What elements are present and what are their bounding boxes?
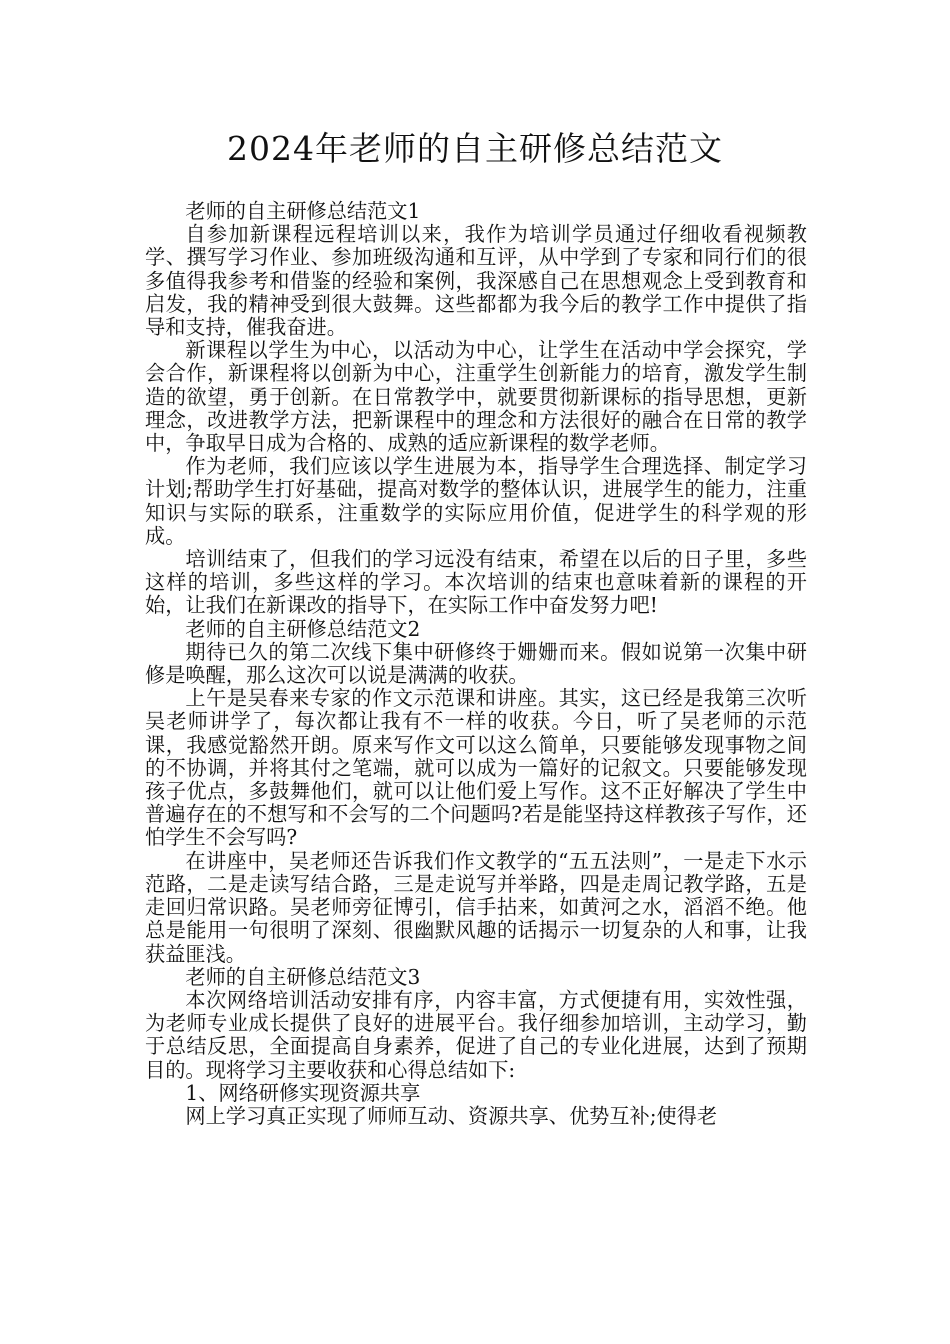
section-heading: 老师的自主研修总结范文1 <box>185 199 421 223</box>
paragraph: 网上学习真正实现了师师互动、资源共享、优势互补;使得老 <box>185 1103 718 1128</box>
section-heading: 老师的自主研修总结范文2 <box>185 616 421 641</box>
paragraph: 期待已久的第二次线下集中研修终于姗姗而来。假如说第一次集中研修是唤醒，那么这次可以说是满满的收获。 <box>145 639 807 688</box>
paragraph: 上午是吴春来专家的作文示范课和讲座。其实，这已经是我第三次听吴老师讲学了，每次都让我有不一样的收获。今日，听了吴老师的示范课，我感觉豁然开朗。原来写作文可以这么简单，只要能够发现事物之间的不协调，并将其付之笔端，就可以成为一篇好的记叙文。只要能够发现孩子优点，多鼓舞他们，就可以让他们爱上写作。这不正好解决了学生中普遍存在的不想写和不会写的二个问题吗?若是能坚持这样教孩子写作，还怕学生不会写吗? <box>145 686 807 850</box>
section-heading: 老师的自主研修总结范文3 <box>185 964 421 989</box>
paragraph: 自参加新课程远程培训以来，我作为培训学员通过仔细收看视频教学、撰写学习作业、参加班级沟通和互评，从中学到了专家和同行们的很多值得我参考和借鉴的经验和案例，我深感自己在思想观念上受到教育和启发，我的精神受到很大鼓舞。这些都都为我今后的教学工作中提供了指导和支持，催我奋进。 <box>145 222 807 340</box>
paragraph: 新课程以学生为中心，以活动为中心，让学生在活动中学会探究，学会合作，新课程将以创新为中心，注重学生创新能力的培育，激发学生制造的欲望，勇于创新。在日常教学中，就要贯彻新课标的指导思想，更新理念，改进教学方法，把新课程中的理念和方法很好的融合在日常的教学中，争取早日成为合格的、成熟的适应新课程的数学老师。 <box>145 338 807 456</box>
subsection-heading: 1、网络研修实现资源共享 <box>185 1080 421 1105</box>
paragraph: 在讲座中，吴老师还告诉我们作文教学的“五五法则”，一是走下水示范路，二是走读写结合路，三是走说写并举路，四是走周记教学路，五是走回归常识路。吴老师旁征博引，信手拈来，如黄河之水，滔滔不绝。他总是能用一句很明了深刻、很幽默风趣的话揭示一切复杂的人和事，让我获益匪浅。 <box>145 848 807 966</box>
document-title: 2024年老师的自主研修总结范文 <box>227 129 723 168</box>
paragraph: 本次网络培训活动安排有序，内容丰富，方式便捷有用，实效性强，为老师专业成长提供了良好的进展平台。我仔细参加培训，主动学习，勤于总结反思，全面提高自身素养，促进了自己的专业化进展，达到了预期目的。现将学习主要收获和心得总结如下: <box>145 987 807 1082</box>
paragraph: 作为老师，我们应该以学生进展为本，指导学生合理选择、制定学习计划;帮助学生打好基础，提高对数学的整体认识，进展学生的能力，注重知识与实际的联系，注重数学的实际应用价值，促进学生的科学观的形成。 <box>145 454 807 548</box>
document-body <box>145 200 807 1128</box>
paragraph: 培训结束了，但我们的学习远没有结束，希望在以后的日子里，多些这样的培训，多些这样的学习。本次培训的结束也意味着新的课程的开始，让我们在新课改的指导下，在实际工作中奋发努力吧! <box>145 547 807 618</box>
